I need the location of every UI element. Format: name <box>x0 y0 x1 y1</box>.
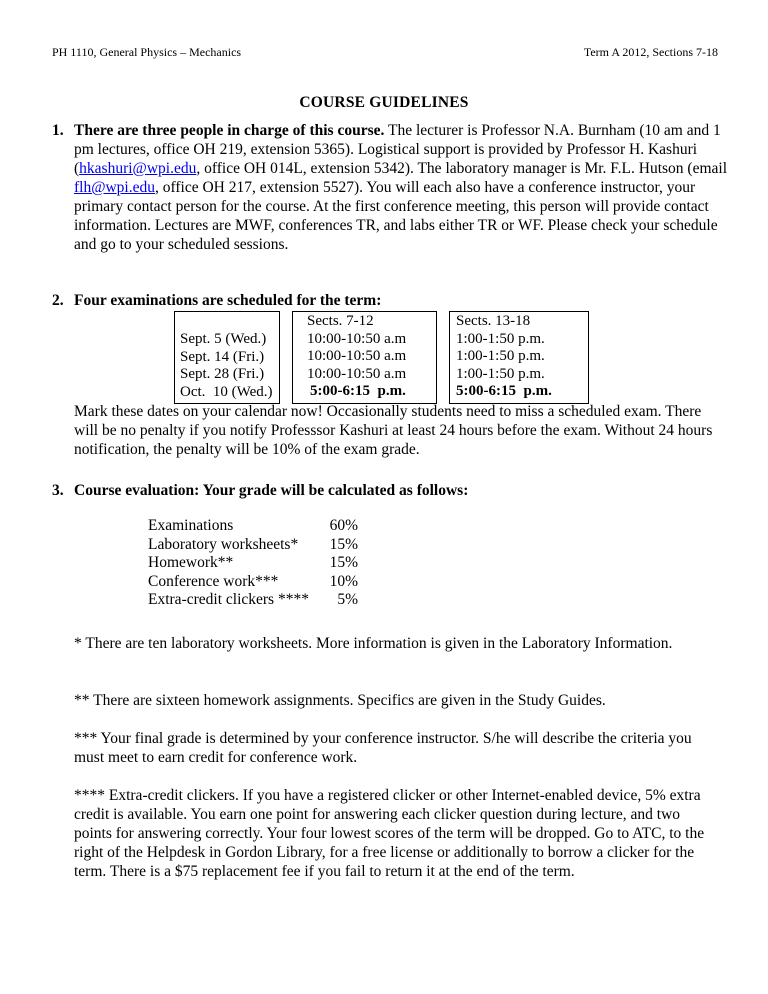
page-header <box>52 45 718 61</box>
exam-date: Oct. 10 (Wed.) <box>180 383 273 400</box>
exam-dates-cell <box>175 312 280 404</box>
grade-percent: 5% <box>337 591 358 609</box>
exam-note: Mark these dates on your calendar now! Occasionally students need to miss a scheduled exam. There will be no penalty if you notify Professsor Kashuri at least 24 hours before the exam. Without 24 hours notification, the penalty will be 10% of the exam grade. <box>74 403 713 458</box>
exam-time: 1:00-1:50 p.m. <box>456 330 545 347</box>
grade-percent: 15% <box>329 554 358 572</box>
exam-time: 10:00-10:50 a.m <box>307 365 407 382</box>
sections-13-18-header: Sects. 13-18 <box>456 313 531 329</box>
grade-percent: 15% <box>329 535 358 553</box>
exam-date: Sept. 14 (Fri.) <box>180 348 265 365</box>
section-2 <box>52 291 736 310</box>
section-1-heading: There are three people in charge of this course. <box>74 122 385 139</box>
exam-time: 1:00-1:50 p.m. <box>456 348 545 364</box>
grade-label: Conference work*** <box>148 572 279 590</box>
sections-13-18-cell <box>450 312 589 404</box>
section-1-text-b: , office OH 014L, extension 5342). The laboratory manager is Mr. F.L. Hutson (email <box>196 160 728 177</box>
grade-percent: 10% <box>329 572 358 590</box>
footnote-lab: * There are ten laboratory worksheets. More information is given in the Laboratory Information. <box>74 635 673 652</box>
footnote-clickers: **** Extra-credit clickers. If you have a registered clicker or other Internet-enabled device, 5% extra credit is available. You earn one point for answering each clicker question during lecture, and two points for answering correctly. Your four lowest scores of the term will be dropped. Go to ATC, to the right of the Helpdesk in Gordon Library, for a free license or additionally to borrow a clicker for the term. There is a $75 replacement fee if you fail to return it at the end of the term. <box>74 787 705 880</box>
sections-7-12-header: Sects. 7-12 <box>307 313 374 329</box>
section-1-body <box>74 121 736 254</box>
exam-time: 10:00-10:50 a.m <box>307 348 407 364</box>
grade-label: Laboratory worksheets* <box>148 535 299 553</box>
page-title: COURSE GUIDELINES <box>299 94 469 111</box>
sections-7-12-cell <box>293 312 437 404</box>
hutson-email-link[interactable]: flh@wpi.edu <box>74 179 155 196</box>
grade-label: Homework** <box>148 554 234 572</box>
section-1-text-a: The lecturer is Professor N.A. Burnham (10 am and 1 pm lectures, office OH 219, extension 5365). Logistical support is provided by Professor H. Kashuri ( <box>74 122 721 177</box>
exam-date: Sept. 28 (Fri.) <box>180 366 265 382</box>
exam-time: 5:00-6:15 p.m. <box>456 383 552 399</box>
grade-label: Examinations <box>148 517 234 534</box>
exam-time: 1:00-1:50 p.m. <box>456 365 545 382</box>
grade-label: Extra-credit clickers **** <box>148 591 309 609</box>
section-1-number: 1. <box>52 122 64 139</box>
header-course: PH 1110, General Physics – Mechanics <box>52 45 242 59</box>
section-3-heading: Course evaluation: Your grade will be calculated as follows: <box>74 482 469 499</box>
footnote-conference: *** Your final grade is determined by your conference instructor. S/he will describe the criteria you must meet to earn credit for conference work. <box>74 730 692 766</box>
exam-schedule-table <box>174 311 589 404</box>
footnote-homework: ** There are sixteen homework assignments. Specifics are given in the Study Guides. <box>74 692 606 709</box>
section-3-number: 3. <box>52 482 64 499</box>
kashuri-email-link[interactable]: hkashuri@wpi.edu <box>79 160 197 177</box>
section-1-text-c: , office OH 217, extension 5527). You will each also have a conference instructor, your primary contact person for the course. At the first conference meeting, this person will provide contact information. Lectures are MWF, conferences TR, and labs either TR or WF. Please check your schedule and go to your scheduled sessions. <box>74 179 718 253</box>
section-2-number: 2. <box>52 292 64 309</box>
section-3 <box>52 481 736 500</box>
exam-time: 5:00-6:15 p.m. <box>310 383 406 399</box>
exam-date: Sept. 5 (Wed.) <box>180 331 267 347</box>
section-1 <box>52 121 736 254</box>
header-term: Term A 2012, Sections 7-18 <box>583 45 718 59</box>
grade-percent: 60% <box>329 517 358 534</box>
exam-time: 10:00-10:50 a.m <box>307 330 407 347</box>
section-2-heading: Four examinations are scheduled for the term: <box>74 292 382 309</box>
